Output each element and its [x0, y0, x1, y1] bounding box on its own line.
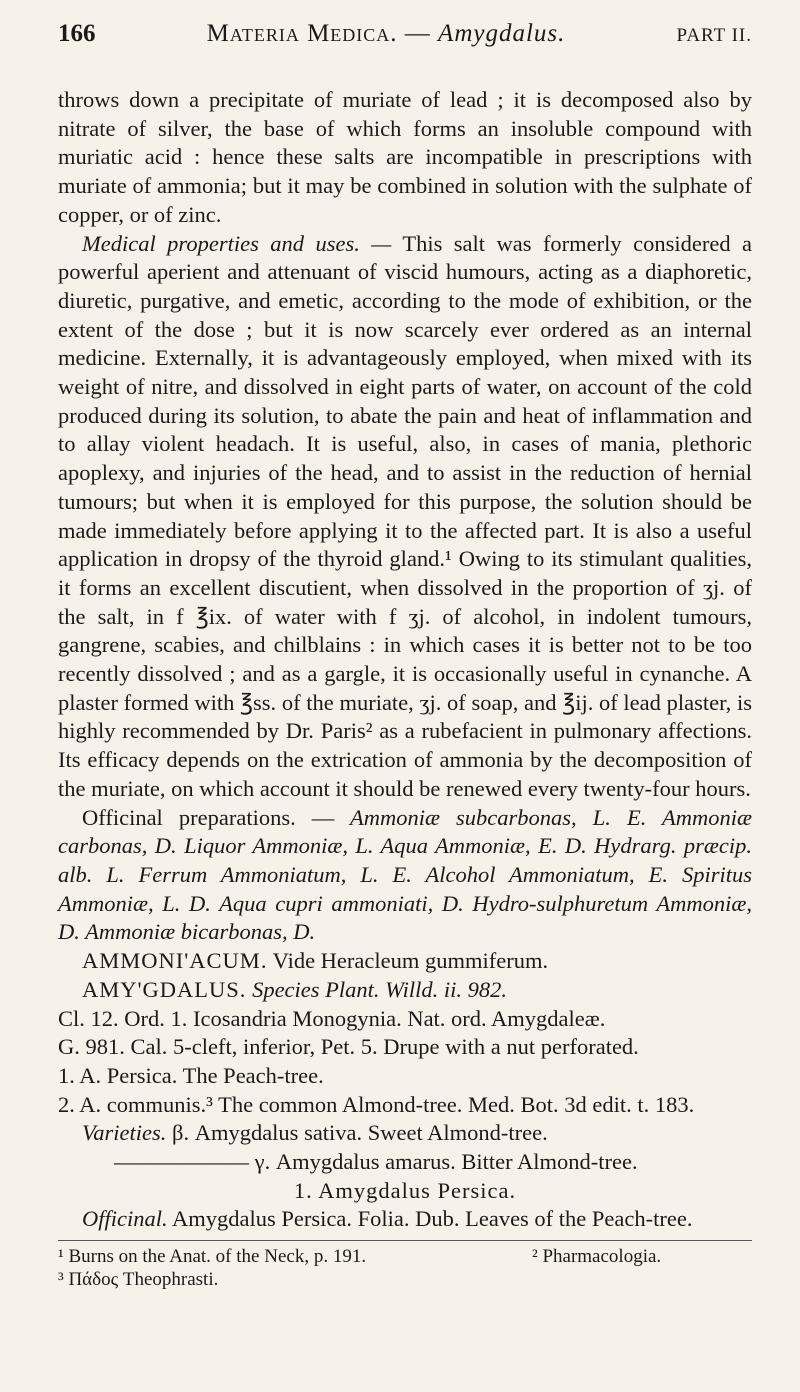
- footnote-3: ³ Πάδος Theophrasti.: [58, 1269, 219, 1291]
- varieties-gamma: —————— γ. Amygdalus amarus. Bitter Almond-tree.: [114, 1149, 638, 1175]
- varieties-label: Varieties.: [82, 1120, 167, 1146]
- section-heading-persica: 1. Amygdalus Persica.: [293, 1177, 517, 1203]
- officinal-persica-text: Amygdalus Persica. Folia. Dub. Leaves of the Peach-tree.: [167, 1206, 693, 1232]
- running-title-subject: Amygdalus.: [438, 20, 566, 47]
- entry-amygdalus: [58, 976, 752, 1005]
- species-persica: 1. A. Persica. The Peach-tree.: [58, 1062, 324, 1088]
- part-label: PART II.: [676, 25, 752, 46]
- running-title: [207, 20, 566, 48]
- amygdalus-reference: Species Plant. Willd. ii. 982.: [246, 976, 508, 1002]
- paragraph-medical-uses: [58, 230, 752, 804]
- entry-ammoniacum: [58, 947, 752, 976]
- classification-line: Cl. 12. Ord. 1. Icosandria Monogynia. Nat. ord. Amygdaleæ.: [58, 1005, 606, 1031]
- variety-sativa: β. Amygdalus sativa. Sweet Almond-tree.: [166, 1120, 548, 1146]
- officinal-preparations-heading: Officinal preparations. —: [82, 804, 335, 830]
- species-communis: 2. A. communis.³ The common Almond-tree. Med. Bot. 3d edit. t. 183.: [58, 1091, 695, 1117]
- page-number: 166: [58, 20, 96, 47]
- officinal-preparations-text: Ammoniæ subcarbonas, L. E. Ammoniæ carbonas, D. Liquor Ammoniæ, L. Aqua Ammoniæ, E. D. Hydrarg. præcip. alb. L. Ferrum Ammoniatum, L. E. Alcohol Ammoniatum, E. Spiritus Ammoniæ, L. D. Aqua cupri ammoniati, D. Hydro-sulphuretum Ammoniæ, D. Ammoniæ bicarbonas, D.: [58, 804, 753, 945]
- amygdalus-heading: AMY'GDALUS.: [82, 976, 247, 1002]
- medical-uses-text: This salt was formerly considered a powerful aperient and attenuant of viscid humours, acting as a diaphoretic, diuretic, purgative, and emetic, according to the mode of exhibition, or the extent of the dose ; but it is now scarcely ever ordered as an internal medicine. Externally, it is advantageously employed, when mixed with its weight of nitre, and dissolved in eight parts of water, on account of the cold produced during its solution, to abate the pain and heat of inflammation and to allay violent headach. It is useful, also, in cases of mania, plethoric apoplexy, and injuries of the head, and to assist in the reduction of hernial tumours; but when it is employed for this purpose, the solution should be made immediately before applying it to the affected part. It is also a useful application in dropsy of the thyroid gland.¹ Owing to its stimulant qualities, it forms an excellent discutient, when dissolved in the proportion of ʒj. of the salt, in f ℥ix. of water with f ʒj. of alcohol, in indolent tumours, gangrene, scabies, and chilblains : in which cases it is better not to be too recently dissolved ; and as a gargle, it is occasionally useful in cynanche. A plaster formed with ℥ss. of the muriate, ʒj. of soap, and ℥ij. of lead plaster, is highly recommended by Dr. Paris² as a rubefacient in pulmonary affections. Its efficacy depends on the extrication of ammonia by the decomposition of the muriate, on which account it should be renewed every twenty-four hours.: [58, 230, 752, 801]
- running-title-main: Materia Medica. —: [206, 20, 431, 47]
- medical-uses-heading: Medical properties and uses. —: [82, 230, 392, 256]
- footnotes: [58, 1245, 752, 1291]
- ammoniacum-reference: Vide Heracleum gummiferum.: [267, 948, 549, 974]
- ammoniacum-heading: AMMONI'ACUM.: [82, 948, 268, 974]
- officinal-persica: [58, 1205, 752, 1234]
- footnote-divider: [58, 1240, 752, 1241]
- running-header: [58, 20, 752, 60]
- paragraph-officinal-preparations: [58, 804, 752, 948]
- varieties-beta: [58, 1119, 752, 1148]
- genus-line: G. 981. Cal. 5-cleft, inferior, Pet. 5. Drupe with a nut perforated.: [58, 1034, 639, 1060]
- page-body: [58, 86, 752, 1234]
- officinal-label: Officinal.: [82, 1206, 168, 1232]
- footnote-2: ² Pharmacologia.: [532, 1246, 662, 1268]
- paragraph-precipitate: throws down a precipitate of muriate of lead ; it is decomposed also by nitrate of silver, the base of which forms an insoluble compound with muriatic acid : hence these salts are incompatible in prescriptions with muriate of ammonia; but it may be combined in solution with the sulphate of copper, or of zinc.: [58, 87, 752, 227]
- footnote-1: ¹ Burns on the Anat. of the Neck, p. 191.: [58, 1246, 367, 1268]
